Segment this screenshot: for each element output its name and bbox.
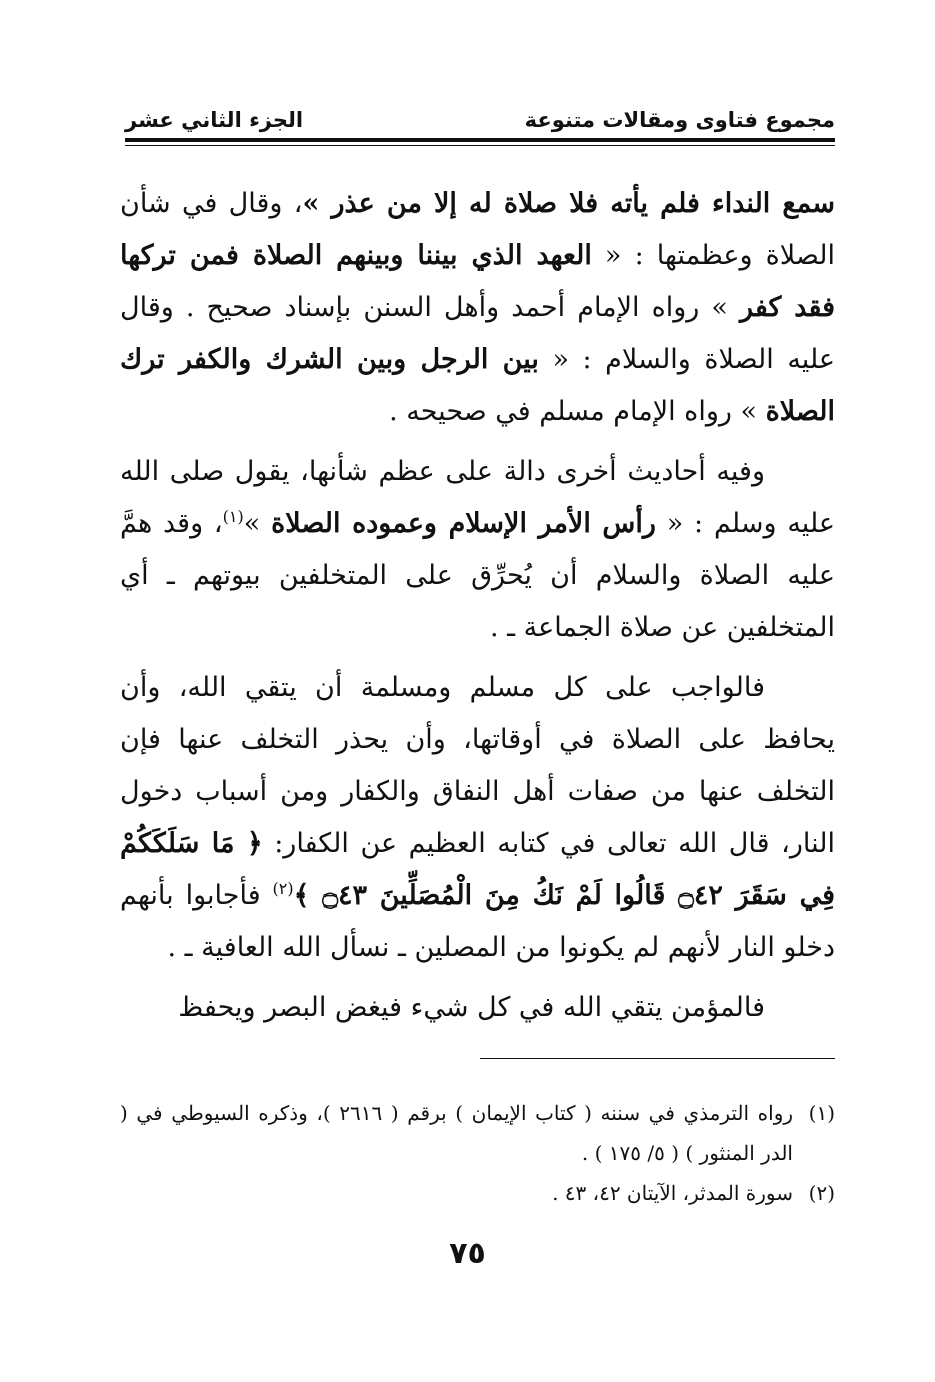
paragraph-1 [120,178,835,438]
text-run: » رواه الإمام مسلم في صحيحه . [389,396,766,427]
footnote-ref-1[interactable]: (١) [222,507,244,526]
book-title: مجموع فتاوى ومقالات متنوعة [524,108,835,132]
quran-verse: ﴿ مَا سَلَكَكُمْ فِي سَقَرَ ۝٤٢ قَالُوا لَمْ نَكُ مِنَ الْمُصَلِّينَ ۝٤٣ ﴾ [120,828,835,911]
hadith-text-2: العهد الذي بيننا وبينهم الصلاة فمن تركها فقد كفر [120,240,836,323]
footnote-text: رواه الترمذي في سننه ( كتاب الإيمان ) برقم ( ٢٦١٦ )، وذكره السيوطي في ( الدر المنثور ) ( ٥/ ١٧٥ ) . [120,1101,794,1165]
text-run: فالمؤمن يتقي الله في كل شيء فيغض البصر ويحفظ [178,992,765,1023]
footnote-2 [120,1173,835,1213]
footnotes [120,1093,835,1213]
text-run: » رواه الإمام أحمد وأهل السنن بإسناد صحيح . وقال عليه الصلاة والسلام : « [120,292,835,375]
footnote-text: سورة المدثر، الآيتان ٤٢، ٤٣ . [552,1181,793,1205]
page-number: ٧٥ [449,1236,486,1271]
text-run: ، وقد همَّ عليه الصلاة والسلام أن يُحرِّق على المتخلفين بيوتهم ـ أي المتخلفين عن صلاة الجماعة ـ . [120,508,835,643]
footnote-divider [480,1058,835,1059]
footnote-ref-2[interactable]: (٢) [272,879,294,898]
text-run: فأجابوا بأنهم دخلو النار لأنهم لم يكونوا من المصلين ـ نسأل الله العافية ـ . [120,880,835,963]
hadith-text-3: بين الرجل وبين الشرك والكفر ترك الصلاة [120,344,835,427]
footnote-number: (١) [808,1101,835,1125]
volume-label: الجزء الثاني عشر [125,108,304,132]
running-header [125,100,835,132]
header-rule-thin [125,145,835,146]
text-run: وفيه أحاديث أخرى دالة على عظم شأنها، يقول صلى الله عليه وسلم : « [120,456,835,539]
footnote-number: (٢) [808,1181,835,1205]
footnote-1 [120,1093,835,1173]
text-run: » [243,508,272,539]
paragraph-2 [120,446,835,654]
paragraph-3 [120,662,835,974]
text-run: ، وقال في شأن الصلاة وعظمتها : « [120,188,836,271]
paragraph-4 [120,982,835,1034]
hadith-text-1: سمع النداء فلم يأته فلا صلاة له إلا من عذر » [302,188,836,219]
header-rule-thick [125,138,835,142]
hadith-text-4: رأس الأمر الإسلام وعموده الصلاة [271,508,656,539]
main-text [120,178,835,1042]
text-run: فالواجب على كل مسلم ومسلمة أن يتقي الله، وأن يحافظ على الصلاة في أوقاتها، وأن يحذر التخلف عنها فإن التخلف عنها من صفات أهل النفاق والكفار ومن أسباب دخول النار، قال الله تعالى في كتابه العظيم عن الكفار: [120,672,835,859]
